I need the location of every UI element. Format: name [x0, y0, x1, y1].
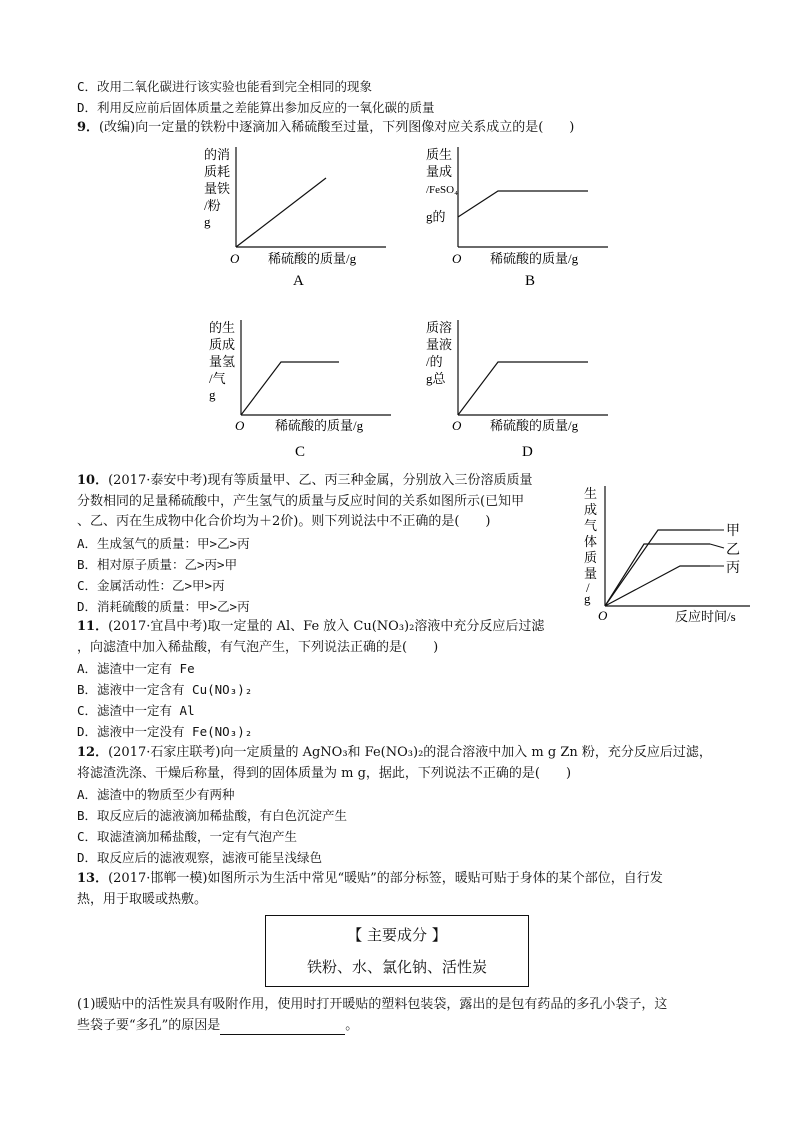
q10-graph-xlabel: 反应时间/s [675, 609, 736, 624]
q10-option-a: A．生成氢气的质量：甲>乙>丙 [77, 536, 250, 551]
graph-d-xlabel: 稀硫酸的质量/g [490, 418, 579, 433]
graph-a-origin: O [230, 251, 240, 266]
q10-line1 [77, 472, 532, 490]
q12-option-a: A．滤渣中的物质至少有两种 [77, 787, 235, 802]
q8-option-d: D．利用反应前后固体质量之差能算出参加反应的一氧化碳的质量 [77, 100, 435, 115]
q12-option-d: D．取反应后的滤液观察，滤液可能呈浅绿色 [77, 850, 323, 865]
graph-a-ylabel-line: g [204, 214, 211, 229]
graph-c-xlabel: 稀硫酸的质量/g [275, 418, 364, 433]
q13-part1-text: 些袋子要“多孔”的原因是 [77, 1018, 221, 1033]
q10-curve-bing [605, 566, 710, 606]
graph-c-origin: O [235, 418, 245, 433]
graph-b-ylabel-line: /FeSO₄ [426, 184, 458, 196]
graph-b-origin: O [452, 251, 462, 266]
q10-graph-ylabel [584, 486, 597, 606]
q10-number: 10． [77, 473, 109, 488]
q12-option-b: B．取反应后的滤液滴加稀盐酸，有白色沉淀产生 [77, 808, 348, 823]
q10-graph-ylabel-char: 成 [584, 502, 598, 517]
graph-d-ylabel-line: 量液 [426, 337, 453, 352]
q10-graph-ylabel-char: 生 [584, 486, 598, 501]
q11-option-a: A．滤渣中一定有 Fe [77, 661, 195, 676]
graph-c [203, 318, 393, 466]
q10-series-jia: 甲 [726, 524, 740, 539]
graph-a-xlabel: 稀硫酸的质量/g [268, 251, 357, 266]
graph-a-ylabel-line: 量铁 [204, 181, 231, 196]
graph-b-xlabel: 稀硫酸的质量/g [490, 251, 579, 266]
graph-c-ylabel [209, 320, 235, 402]
q12-number: 12． [77, 745, 109, 760]
q12-text: (2017·石家庄联考)向一定质量的 AgNO₃和 Fe(NO₃)₂的混合溶液中加入 m g Zn 粉，充分反应后过滤， [108, 745, 712, 760]
graph-a-curve [236, 178, 326, 247]
graph-c-ylabel-line: 的生 [209, 320, 236, 335]
graph-d-letter: D [522, 444, 533, 460]
q12-option-c: C．取滤渣滴加稀盐酸，一定有气泡产生 [77, 829, 298, 844]
graph-d-ylabel [426, 320, 452, 386]
q10-graph-ylabel-char: 量 [584, 566, 598, 581]
q10-curve-yi [605, 544, 710, 606]
graph-a-ylabel-line: 质耗 [204, 164, 231, 179]
graph-d-curve [458, 362, 588, 415]
q11-text: (2017·宜昌中考)取一定量的 Al、Fe 放入 Cu(NO₃)₂溶液中充分反应后过滤 [108, 619, 545, 634]
graph-c-ylabel-line: /气 [209, 371, 226, 386]
graph-c-letter: C [295, 444, 306, 460]
graph-c-ylabel-line: g [209, 387, 216, 402]
graph-c-ylabel-line: 量氢 [209, 354, 236, 369]
graph-b [420, 145, 610, 293]
q13-line2: 热，用于取暖或热敷。 [77, 892, 208, 907]
q13-part1-line2 [77, 1017, 358, 1035]
q11-option-b: B．滤液中一定含有 Cu(NO₃)₂ [77, 682, 253, 697]
q10-option-b: B．相对原子质量：乙>丙>甲 [77, 557, 238, 572]
q13-part1-line1: (1)暖贴中的活性炭具有吸附作用，使用时打开暖贴的塑料包装袋，露出的是包有药品的多孔小袋子，这 [77, 997, 668, 1012]
q13-text: (2017·邯郸一模)如图所示为生活中常见“暖贴”的部分标签，暖贴可贴于身体的某个部位，自行发 [108, 871, 663, 886]
q10-graph-ylabel-char: 质 [584, 550, 598, 565]
q9-stem [77, 119, 574, 137]
ingredient-label-body: 铁粉、水、氯化钠、活性炭 [306, 958, 487, 976]
graph-d-origin: O [452, 418, 462, 433]
q10-graph-ylabel-char: g [584, 591, 591, 606]
q10-graph-ylabel-char: 体 [584, 534, 598, 549]
q8-option-c: C．改用二氧化碳进行该实验也能看到完全相同的现象 [77, 79, 373, 94]
q10-curve-jia [605, 530, 710, 606]
graph-a [198, 145, 388, 293]
q10-graph-ylabel-char: 气 [584, 518, 598, 533]
graph-a-letter: A [293, 273, 304, 289]
q10-graph-ylabel-char: / [586, 580, 590, 595]
q13-part1-end: 。 [345, 1018, 359, 1033]
q11-option-d: D．滤液中一定没有 Fe(NO₃)₂ [77, 724, 253, 739]
graph-b-ylabel-line: g的 [426, 209, 446, 224]
ingredient-label-box [265, 915, 529, 987]
q13-number: 13． [77, 871, 109, 886]
q10-text: (2017·泰安中考)现有等质量甲、乙、丙三种金属，分别放入三份溶质质量 [108, 473, 533, 488]
q12-line1 [77, 744, 712, 762]
ingredient-label-title: 【 主要成分 】 [347, 926, 447, 944]
graph-b-curve [458, 191, 588, 217]
graph-d-ylabel-line: g总 [426, 371, 446, 386]
graph-c-ylabel-line: 质成 [209, 337, 236, 352]
q11-line2: ，向滤渣中加入稀盐酸，有气泡产生，下列说法正确的是( ) [77, 640, 439, 655]
q10-option-c: C．金属活动性：乙>甲>丙 [77, 578, 225, 593]
graph-a-ylabel-line: /粉 [204, 198, 221, 213]
q13-line1 [77, 870, 663, 888]
graph-d-ylabel-line: 质溶 [426, 320, 453, 335]
graph-b-letter: B [525, 273, 536, 289]
graph-b-ylabel [426, 147, 458, 224]
q10-line2: 分数相同的足量稀硫酸中，产生氢气的质量与反应时间的关系如图所示(已知甲 [77, 494, 525, 509]
q10-option-d: D．消耗硫酸的质量：甲>乙>丙 [77, 599, 250, 614]
graph-d-ylabel-line: /的 [426, 354, 443, 369]
q10-series-yi: 乙 [726, 543, 740, 558]
graph-b-ylabel-line: 质生 [426, 147, 453, 162]
q10-graph [580, 484, 770, 626]
q11-number: 11． [77, 619, 109, 634]
graph-a-ylabel [204, 147, 230, 229]
q10-line3: 、乙、丙在生成物中化合价均为＋2价)。则下列说法中不正确的是( ) [77, 514, 491, 529]
q10-leader-yi [710, 544, 724, 548]
graph-c-curve [241, 362, 339, 415]
q10-series-bing: 丙 [726, 561, 740, 576]
graph-d [420, 318, 610, 466]
graph-a-ylabel-line: 的消 [204, 147, 231, 162]
answer-blank[interactable] [220, 1020, 345, 1035]
q11-line1 [77, 618, 544, 636]
graph-b-ylabel-line: 量成 [426, 164, 453, 179]
q9-text: (改编)向一定量的铁粉中逐滴加入稀硫酸至过量，下列图像对应关系成立的是( ) [99, 120, 575, 135]
q12-line2: 将滤渣洗涤、干燥后称量，得到的固体质量为 m g，据此，下列说法不正确的是( ) [77, 766, 572, 781]
q11-option-c: C．滤渣中一定有 Al [77, 703, 195, 718]
q9-number: 9． [77, 120, 100, 135]
q10-graph-origin: O [598, 608, 608, 623]
